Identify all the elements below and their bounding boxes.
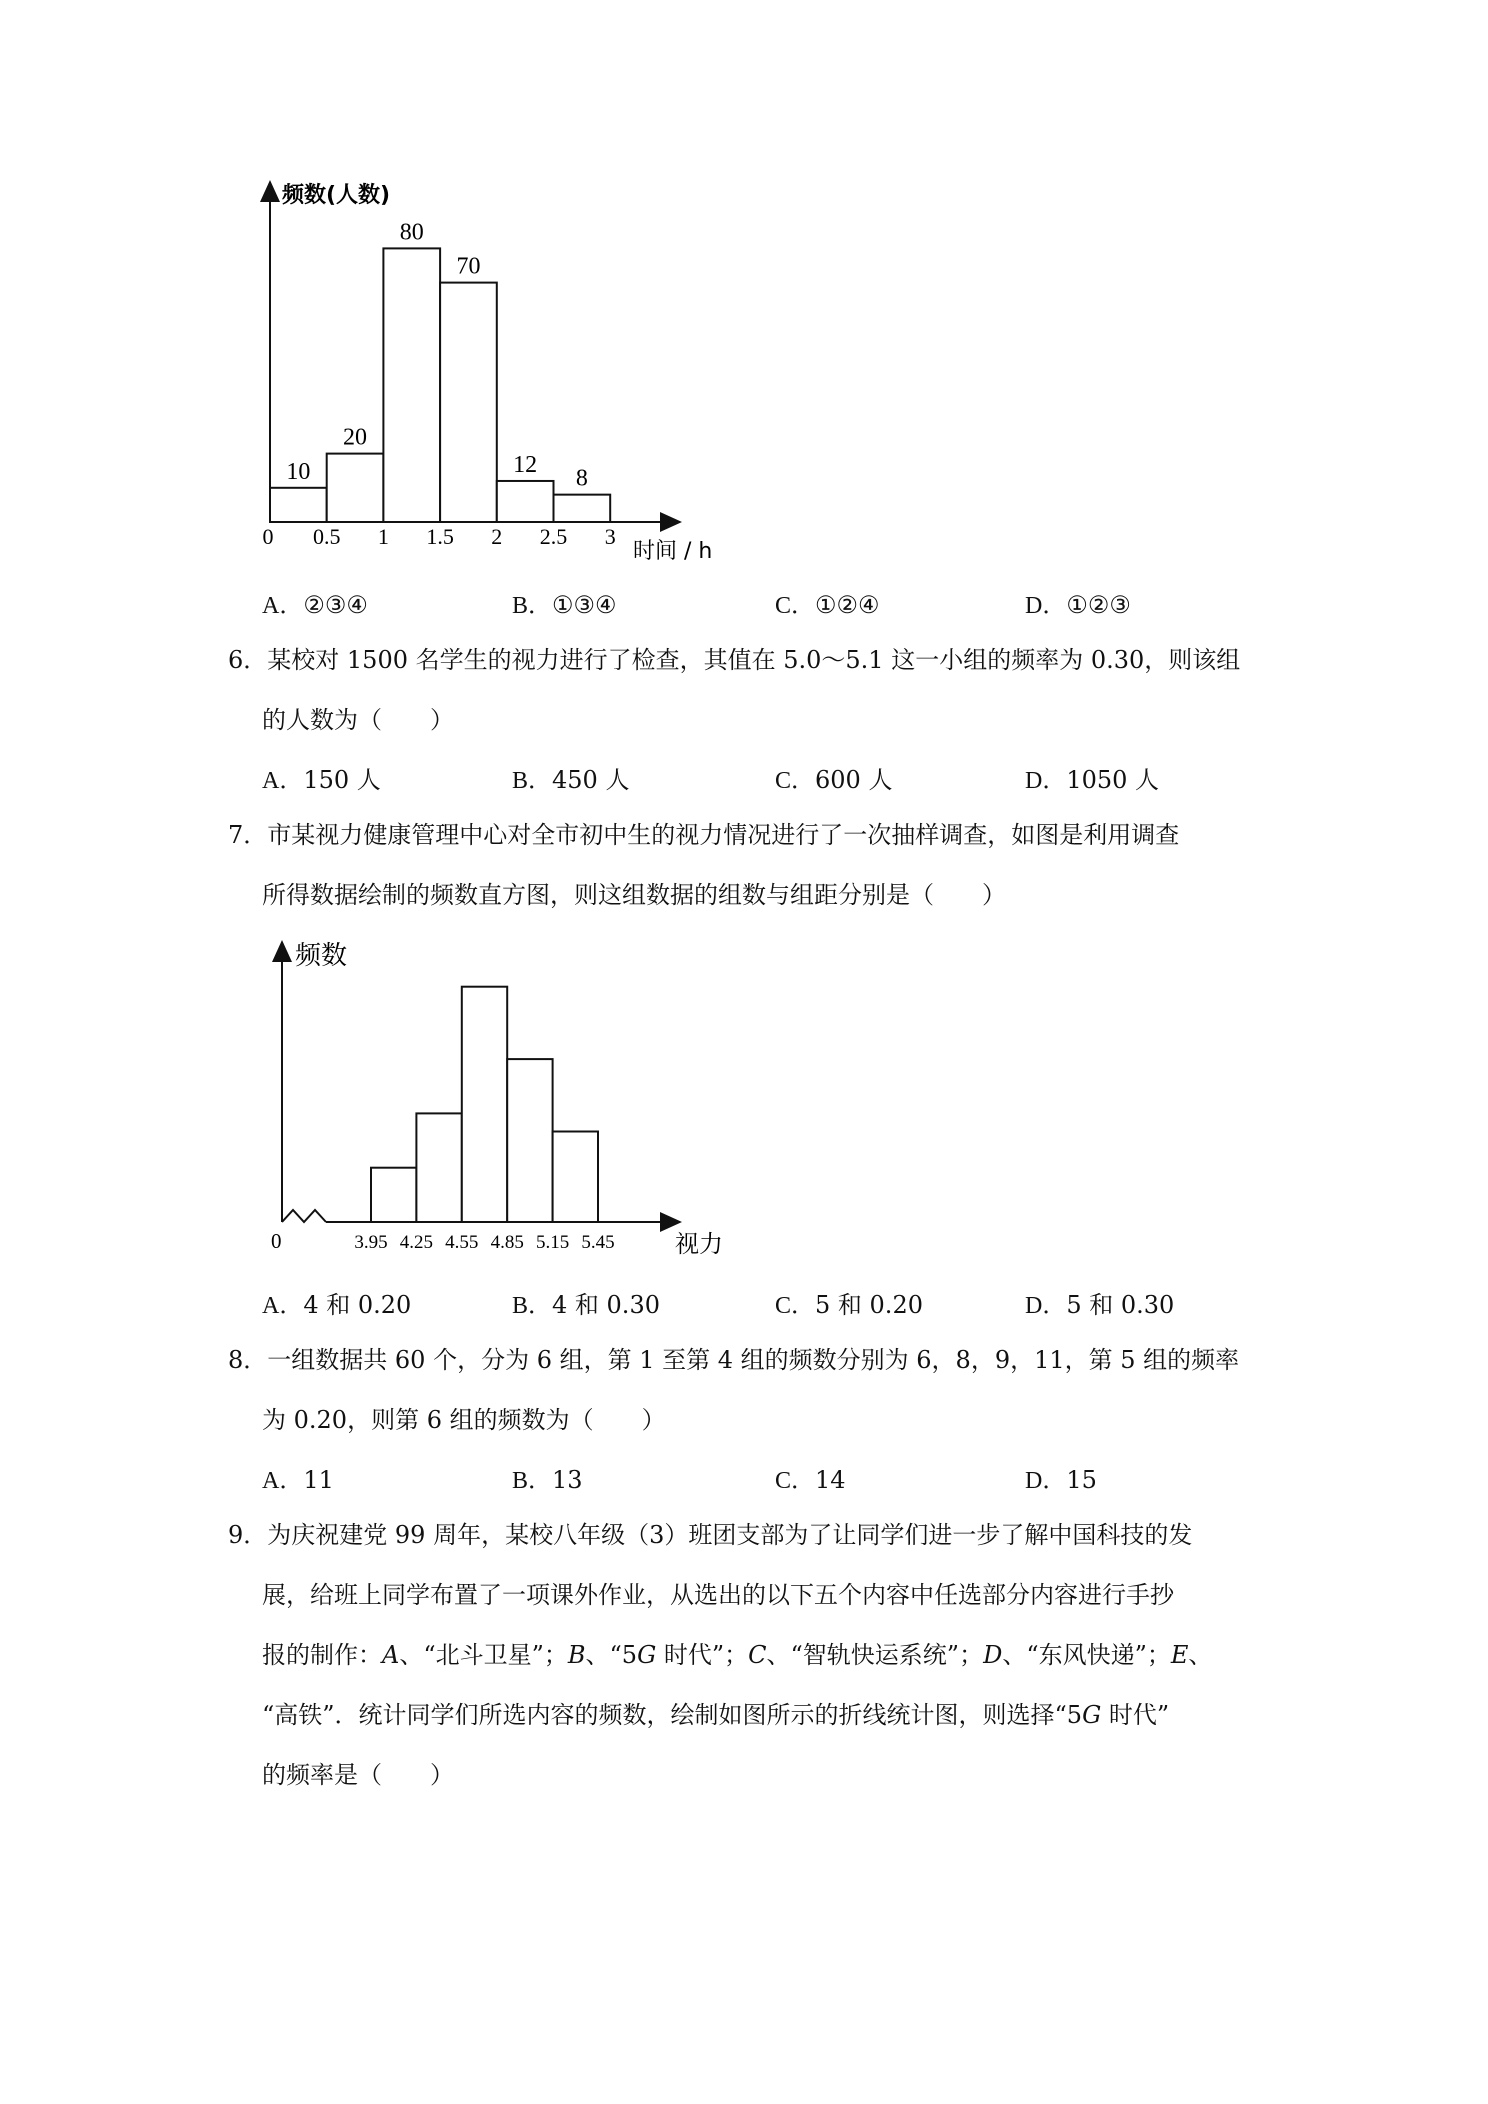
x-tick-label: 2 [491,524,503,549]
y-axis-label: 频数 [295,941,348,971]
bar-0-0.5 [270,488,327,522]
q7-number: 7． [228,821,268,849]
q6-option-d-label: D． [1025,768,1067,794]
q9-text: 时代” [1101,1701,1170,1729]
q5-option-b-label: B． [512,593,553,619]
q9-item-a: A [382,1641,400,1669]
bar-value-label: 70 [456,253,481,280]
q5-option-d[interactable]: ①②③ [1066,591,1131,619]
q7-option-a[interactable]: 4 和 0.20 [303,1291,412,1319]
q5-option-c[interactable]: ①②④ [815,591,880,619]
question-6 [228,630,1288,750]
question-7 [228,805,1288,925]
q6-stem-line2: 的人数为（ ） [262,706,454,734]
q9-text: 、“智轨快运系统”； [766,1641,984,1669]
q6-stem-line1: 某校对 1500 名学生的视力进行了检查，其值在 5.0～5.1 这一小组的频率为 0.30，则该组 [267,646,1241,674]
question-8 [228,1330,1288,1450]
q9-text: 报的制作： [262,1641,382,1669]
q5-option-b[interactable]: ①③④ [552,591,617,619]
q5-options [262,585,1362,625]
q7-option-b[interactable]: 4 和 0.30 [552,1291,660,1319]
q8-option-c[interactable]: 14 [815,1466,846,1494]
q8-option-b-label: B． [512,1468,553,1494]
q7-options [262,1285,1362,1325]
q9-text: “高铁”．统计同学们所选内容的频数，绘制如图所示的折线统计图，则选择“5 [262,1701,1083,1729]
q8-number: 8． [228,1346,268,1374]
q7-stem-line1: 市某视力健康管理中心对全市初中生的视力情况进行了一次抽样调查，如图是利用调查 [267,821,1180,849]
q7-option-c[interactable]: 5 和 0.20 [815,1291,923,1319]
q9-stem-line3 [228,1625,1288,1685]
q5-option-d-label: D． [1025,593,1067,619]
q9-stem-line2: 展，给班上同学布置了一项课外作业，从选出的以下五个内容中任选部分内容进行手抄 [262,1581,1174,1609]
x-tick-label: 4.25 [399,1232,434,1253]
bar-value-label: 20 [343,424,368,451]
x-tick-label: 4.85 [490,1232,524,1253]
bar-2-2.5 [497,481,554,522]
eyesight-histogram [255,930,755,1270]
q9-text: 、“东风快递”； [1002,1641,1171,1669]
study-time-histogram [250,170,750,570]
q8-option-d-label: D． [1025,1468,1067,1494]
q9-text-g: G [637,1641,657,1669]
bar-1.5-2 [440,283,497,522]
q9-item-c: C [748,1641,767,1669]
q8-option-b[interactable]: 13 [552,1466,583,1494]
q8-option-a[interactable]: 11 [303,1466,334,1494]
q9-item-d: D [983,1641,1003,1669]
q7-option-d-label: D． [1025,1293,1067,1319]
bar-2.5-3 [554,495,611,522]
q5-option-a-label: A． [262,593,304,619]
q6-option-d[interactable]: 1050 人 [1066,766,1160,794]
q9-stem-line5: 的频率是（ ） [262,1761,454,1789]
q6-option-a-label: A． [262,768,304,794]
q8-options [262,1460,1362,1500]
bar-5.15-5.45 [553,1132,598,1223]
x-tick-label: 0.5 [312,524,341,549]
q6-number: 6． [228,646,268,674]
q8-option-c-label: C． [775,1468,816,1494]
q7-option-c-label: C． [775,1293,816,1319]
x-tick-label: 2.5 [539,524,568,549]
x-tick-label: 1 [377,524,389,549]
origin-label: 0 [271,1229,282,1253]
question-9 [228,1505,1288,1805]
q8-option-a-label: A． [262,1468,304,1494]
x-tick-label: 3.95 [354,1232,388,1253]
bar-3.95-4.25 [371,1168,416,1222]
q9-stem-line4 [228,1685,1288,1745]
q8-option-d[interactable]: 15 [1066,1466,1097,1494]
q8-stem-line2: 为 0.20，则第 6 组的频数为（ ） [262,1406,666,1434]
q6-options [262,760,1362,800]
q9-text-g: G [1082,1701,1102,1729]
q7-option-a-label: A． [262,1293,304,1319]
q6-option-c[interactable]: 600 人 [815,766,893,794]
x-tick-label: 3 [604,524,616,549]
bar-0.5-1 [327,454,384,522]
q9-text: 、“北斗卫星”； [399,1641,568,1669]
q6-option-b-label: B． [512,768,553,794]
q9-text: 、 [1188,1641,1213,1669]
bar-value-label: 80 [399,219,424,246]
q9-item-b: B [567,1641,586,1669]
axis-break-zigzag [282,1210,326,1222]
x-axis-label: 视力 [675,1230,723,1258]
bar-value-label: 10 [286,458,311,485]
x-tick-label: 5.15 [535,1232,570,1253]
q7-option-d[interactable]: 5 和 0.30 [1066,1291,1175,1319]
q5-option-c-label: C． [775,593,816,619]
q9-text: 时代”； [656,1641,749,1669]
q6-option-b[interactable]: 450 人 [552,766,630,794]
bar-value-label: 8 [575,465,588,492]
q8-stem-line1: 一组数据共 60 个，分为 6 组，第 1 至第 4 组的频数分别为 6，8，9，11，第 5 组的频率 [267,1346,1240,1374]
y-axis-label: 频数(人数) [282,183,391,208]
q6-option-c-label: C． [775,768,816,794]
x-tick-label: 0 [262,524,274,549]
x-tick-label: 1.5 [426,524,454,549]
q5-option-a[interactable]: ②③④ [303,591,368,619]
x-tick-label: 5.45 [581,1232,615,1253]
q7-option-b-label: B． [512,1293,553,1319]
x-axis-label: 时间 / h [633,539,713,564]
bar-4.55-4.85 [462,987,507,1222]
bar-4.85-5.15 [507,1059,552,1222]
q6-option-a[interactable]: 150 人 [303,766,381,794]
q9-number: 9． [228,1521,268,1549]
q7-stem-line2: 所得数据绘制的频数直方图，则这组数据的组数与组距分别是（ ） [262,881,1006,909]
q9-item-e: E [1170,1641,1189,1669]
bar-4.25-4.55 [416,1113,461,1222]
q9-stem-line1: 为庆祝建党 99 周年，某校八年级（3）班团支部为了让同学们进一步了解中国科技的发 [267,1521,1193,1549]
bar-1-1.5 [383,248,440,522]
bar-value-label: 12 [513,451,538,478]
q9-text: 、“5 [585,1641,638,1669]
x-tick-label: 4.55 [445,1232,479,1253]
